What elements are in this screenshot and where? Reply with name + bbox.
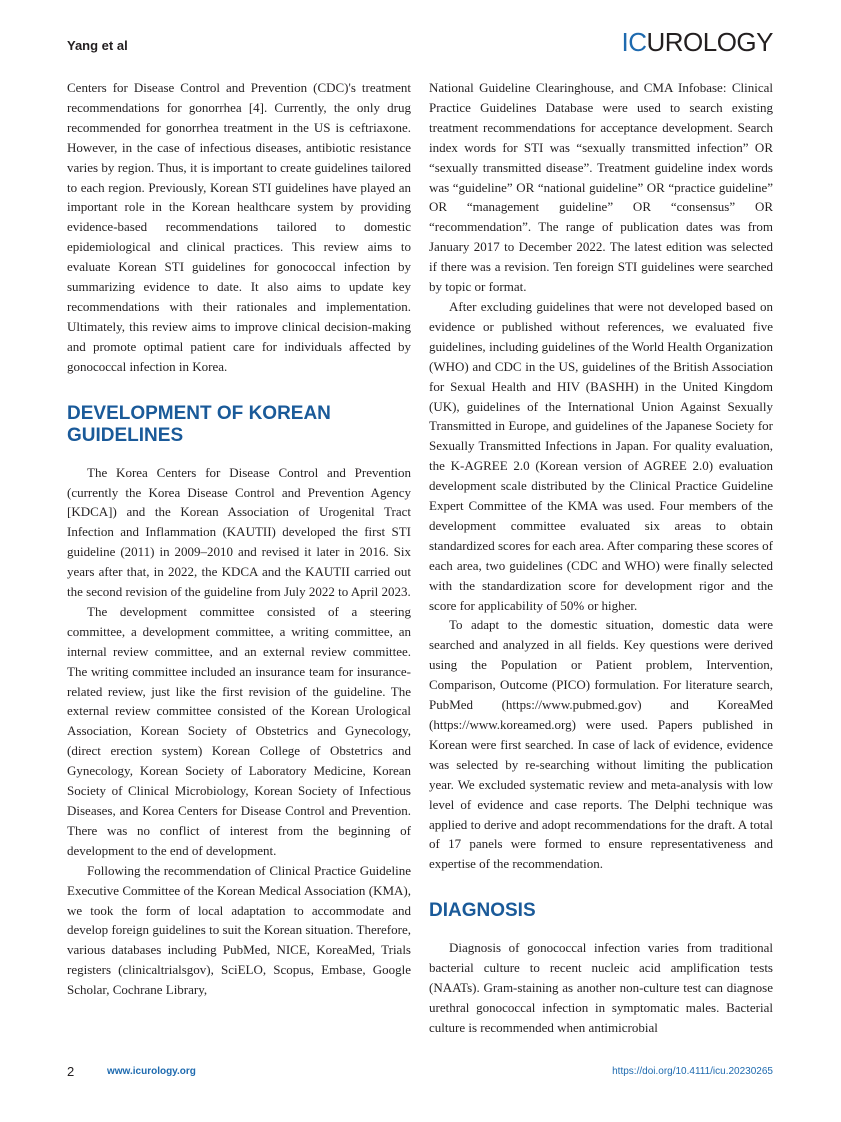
right-paragraph-2: After excluding guidelines that were not developed based on evidence or published without references, we evaluated five guidelines, including guidelines of the World Health Organization (WHO) and CDC in the US, guidelines of the British Association for Sexual Health and HIV (BASHH) in the United Kingdom (UK), guidelines of the International Union Against Sexually Transmitted in Europe, and guidelines of the Japanese Society for Sexually Transmitted Infections in Japan. For quality evaluation, the K-AGREE 2.0 (Korean version of AGREE 2.0) evaluation development scale distributed by the Clinical Practice Guideline Expert Committee of the KMA was used. Four members of the development committee evaluated six areas to obtain standardized scores for each area. After comparing these scores of each area, two guidelines (CDC and WHO) were finally selected with the standardization score for development rigor and the score for applicability of 50% or higher. [429,298,773,613]
right-paragraph-1: National Guideline Clearinghouse, and CMA Infobase: Clinical Practice Guidelines Database were used to search existing treatment recommendations for acceptance development. Search index words for STI was “sexually transmitted infection” OR “sexually transmitted disease”. Treatment guideline index words was “guideline” OR “national guideline” OR “practice guideline” OR “management guideline” OR “consensus” OR “recommendation”. The range of publication dates was from January 2017 to December 2022. The latest edition was selected if there was a revision. Ten foreign STI guidelines were searched by topic or format. [429,80,773,295]
page-footer [67,1064,773,1080]
right-paragraph-3: To adapt to the domestic situation, domestic data were searched and analyzed in all fields. Key questions were derived using the Population or Patient problem, Intervention, Comparison, Outcome (PICO) formulation. For literature search, PubMed (https://www.pubmed.gov) and KoreaMed (https://www.koreamed.org) were used. Papers published in Korean were first searched. In case of lack of evidence, evidence was selected by re-searching without limiting the publication year. We excluded systematic review and meta-analysis with low level of evidence and case reports. The Delphi technique was applied to derive and adopt recommendations for the draft. A total of 17 panels were formed to ensure representativeness and expertise of the recommendation. [429,617,773,872]
section-heading-diagnosis: DIAGNOSIS [429,900,536,922]
right-paragraph-4: Diagnosis of gonococcal infection varies from traditional bacterial culture to recent nucleic acid amplification tests (NAATs). Gram-staining as another non-culture test can diagnose urethral gonococcal infection in symptomatic males. Bacterial culture is recommended when antimicrobial [429,940,773,1035]
running-header-author: Yang et al [67,38,128,53]
left-paragraph-4: Following the recommendation of Clinical Practice Guideline Executive Committee of the Korean Medical Association (KMA), we took the form of local adaptation to accommodate and develop foreign guidelines to suit the Korean situation. Therefore, various databases including PubMed, NICE, KoreaMed, Trials registers (clinicaltrialsgov), SciELO, Scopus, Embase, Google Scholar, Cochrane Library, [67,862,411,998]
right-column [429,78,773,1038]
left-paragraph-3: The development committee consisted of a steering committee, a development committee, a writing committee, an internal review committee, and an external review committee. The writing committee included an insurance team for insurance-related review, just like the first revision of the guideline. The external review committee consisted of the Korean Urological Association, Korean Society of Obstetrics and Gynecology, (direct erection system) Korean College of Obstetrics and Gynecology, Korean Society of Laboratory Medicine, Korean Society of Clinical Microbiology, Korean Society of Infectious Diseases, and Korea Centers for Disease Control and Prevention. There was no conflict of interest from the beginning of development to the end of development. [67,603,411,858]
journal-logo [621,27,773,57]
doi-link[interactable]: https://doi.org/10.4111/icu.20230265 [612,1066,773,1077]
logo-ic: IC [621,27,647,57]
logo-urology: UROLOGY [646,27,773,57]
left-paragraph-2: The Korea Centers for Disease Control and Prevention (currently the Korea Disease Control and Prevention Agency [KDCA]) and the Korean Association of Urogenital Tract Infection and Inflammation (KAUTII) developed the first STI guideline (2011) in 2009–2010 and revised it later in 2016. Six years after that, in 2022, the KDCA and the KAUTII carried out the second revision of the guideline from July 2022 to April 2023. [67,464,411,600]
left-column [67,78,411,1000]
left-paragraph-1: Centers for Disease Control and Prevention (CDC)'s treatment recommendations for gonorrhea [4]. Currently, the only drug recommended for gonorrhea treatment in the US is ceftriaxone. However, in the case of infectious diseases, antibiotic resistance varies by region. Thus, it is important to create guidelines tailored to each region. Previously, Korean STI guidelines have played an important role in the Korean healthcare system by providing evidence-based recommendations tailored to domestic epidemiological and clinical practices. This review aims to evaluate Korean STI guidelines for gonococcal infection by summarizing evidence to date. It also aims to update key recommendations with their rationales and implementation. Ultimately, this review aims to improve clinical decision-making and promote optimal patient care for individuals affected by gonococcal infection in Korea. [67,80,411,374]
page-number: 2 [67,1064,75,1079]
section-heading-development: DEVELOPMENT OF KOREAN GUIDELINES [67,402,331,446]
website-link[interactable]: www.icurology.org [107,1066,196,1077]
